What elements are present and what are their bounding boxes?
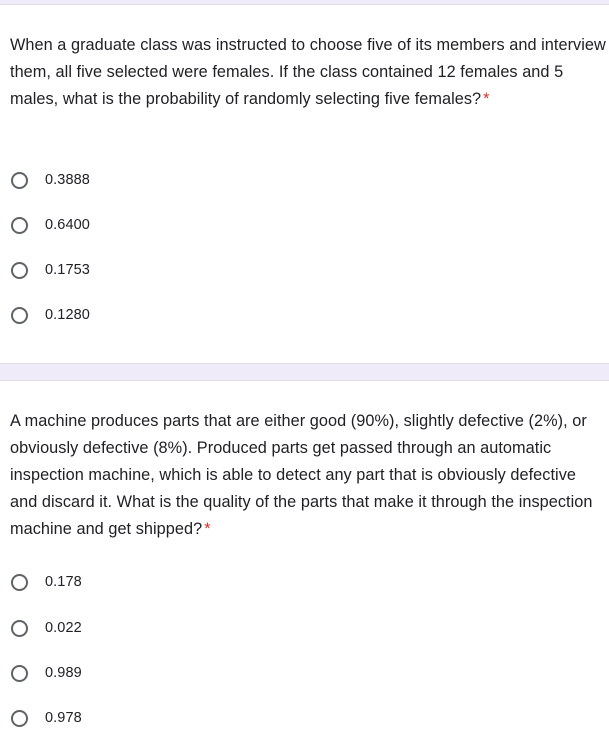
question-separator [0, 363, 609, 381]
radio-button[interactable] [11, 574, 28, 591]
radio-button[interactable] [11, 307, 28, 324]
required-asterisk: * [204, 520, 211, 538]
option-label: 0.978 [45, 710, 82, 726]
radio-button[interactable] [11, 710, 28, 727]
question-1-text: When a graduate class was instructed to choose five of its members and interview them, all five selected were females. If the class contained 12 females and 5 males, what is the probability of randomly selecting five females? [10, 36, 606, 108]
radio-button[interactable] [11, 172, 28, 189]
option-label: 0.6400 [45, 217, 90, 233]
option-label: 0.022 [45, 620, 82, 636]
option-label: 0.178 [45, 574, 82, 590]
option-label: 0.1753 [45, 262, 90, 278]
option-label: 0.1280 [45, 307, 90, 323]
option-q2-a[interactable] [11, 569, 82, 595]
option-q1-d[interactable] [11, 302, 90, 328]
option-q2-c[interactable] [11, 660, 82, 686]
question-2-title [10, 408, 606, 543]
option-q2-b[interactable] [11, 615, 82, 641]
required-asterisk: * [483, 90, 490, 108]
radio-button[interactable] [11, 262, 28, 279]
option-q1-a[interactable] [11, 167, 90, 193]
question-card-1 [0, 5, 609, 363]
option-q2-d[interactable] [11, 705, 82, 731]
radio-button[interactable] [11, 665, 28, 682]
option-label: 0.3888 [45, 172, 90, 188]
question-2-text: A machine produces parts that are either good (90%), slightly defective (2%), or obviously defective (8%). Produced parts get passed through an automatic inspection machine, which is able to detect any part that is obviously defective and discard it. What is the quality of the parts that make it through the inspection machine and get shipped? [10, 412, 593, 538]
radio-button[interactable] [11, 217, 28, 234]
option-q1-b[interactable] [11, 212, 90, 238]
option-label: 0.989 [45, 665, 82, 681]
radio-button[interactable] [11, 620, 28, 637]
question-card-2 [0, 381, 609, 737]
option-q1-c[interactable] [11, 257, 90, 283]
question-1-title [10, 32, 606, 113]
